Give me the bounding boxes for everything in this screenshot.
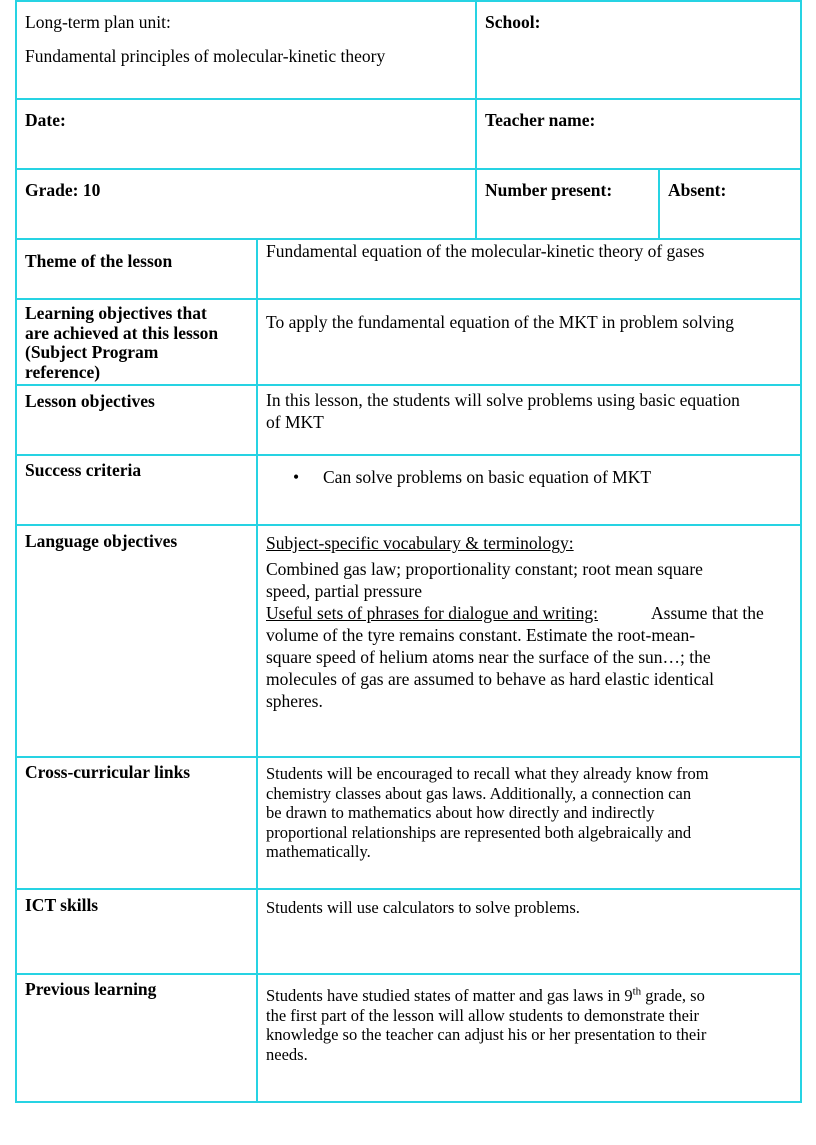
table-border — [15, 98, 802, 100]
previous-learning-label: Previous learning — [25, 979, 157, 999]
lesson-objectives-line: of MKT — [266, 412, 324, 432]
phrases-line: square speed of helium atoms near the surface of the sun…; the — [266, 647, 711, 667]
theme-label: Theme of the lesson — [25, 251, 173, 271]
vocabulary-heading: Subject-specific vocabulary & terminology: — [266, 533, 574, 553]
language-objectives-label: Language objectives — [25, 531, 178, 551]
phrases-line: molecules of gas are assumed to behave as hard elastic identical — [266, 669, 715, 689]
vocabulary-line: speed, partial pressure — [266, 581, 422, 601]
learning-objectives-label-line: are achieved at this lesson — [25, 322, 219, 343]
table-border — [15, 384, 802, 386]
absent-label: Absent: — [668, 180, 727, 200]
phrases-line: Assume that the — [651, 603, 764, 623]
learning-objectives-text: To apply the fundamental equation of the MKT in problem solving — [266, 312, 734, 332]
phrases-line: spheres. — [266, 691, 323, 711]
previous-learning-text: Students have studied states of matter and gas laws in 9 — [266, 986, 633, 1005]
ict-skills-text: Students will use calculators to solve problems. — [266, 898, 580, 917]
table-border — [256, 238, 258, 1103]
phrases-heading: Useful sets of phrases for dialogue and writing: — [266, 603, 598, 623]
school-label: School: — [485, 12, 541, 32]
teacher-name-label: Teacher name: — [485, 110, 596, 130]
cross-curricular-line: chemistry classes about gas laws. Additionally, a connection can — [266, 783, 692, 803]
success-criteria-label: Success criteria — [25, 460, 142, 480]
theme-text: Fundamental equation of the molecular-kinetic theory of gases — [266, 241, 705, 261]
table-border — [15, 168, 802, 170]
bullet-icon: • — [293, 467, 300, 487]
grade-label: Grade: 10 — [25, 180, 101, 200]
success-criteria-item: Can solve problems on basic equation of MKT — [323, 467, 652, 487]
table-border — [15, 888, 802, 890]
phrases-line: volume of the tyre remains constant. Estimate the root-mean- — [266, 625, 696, 645]
table-border — [658, 168, 660, 240]
learning-objectives-label-line: reference) — [25, 361, 101, 382]
cross-curricular-line: mathematically. — [266, 842, 371, 861]
table-border — [15, 454, 802, 456]
vocabulary-line: Combined gas law; proportionality constant; root mean square — [266, 559, 703, 579]
learning-objectives-label-line: (Subject Program — [25, 342, 159, 362]
cross-curricular-label: Cross-curricular links — [25, 762, 191, 782]
previous-learning-line: the first part of the lesson will allow students to demonstrate their — [266, 1005, 700, 1025]
date-label: Date: — [25, 110, 66, 130]
table-border — [15, 1101, 802, 1103]
unit-label: Long-term plan unit: — [25, 12, 171, 32]
table-border — [800, 0, 802, 1103]
previous-learning-line: needs. — [266, 1044, 308, 1064]
table-border — [15, 0, 802, 2]
lesson-objectives-label: Lesson objectives — [25, 391, 155, 411]
table-border — [15, 973, 802, 975]
table-border — [475, 0, 477, 240]
unit-title: Fundamental principles of molecular-kinetic theory — [25, 46, 386, 66]
cross-curricular-line: be drawn to mathematics about how directly and indirectly — [266, 803, 655, 822]
learning-objectives-label-line: Learning objectives that — [25, 303, 207, 323]
cross-curricular-line: proportional relationships are represented both algebraically and — [266, 822, 692, 842]
cross-curricular-line: Students will be encouraged to recall what they already know from — [266, 764, 709, 783]
previous-learning-line — [266, 986, 705, 1006]
ordinal-suffix: th — [632, 985, 642, 998]
ict-skills-label: ICT skills — [25, 895, 99, 915]
lesson-objectives-line: In this lesson, the students will solve problems using basic equation — [266, 390, 740, 410]
table-border — [15, 298, 802, 300]
table-border — [15, 524, 802, 526]
previous-learning-line: knowledge so the teacher can adjust his or her presentation to their — [266, 1025, 707, 1044]
table-border — [15, 756, 802, 758]
table-border — [15, 0, 17, 1103]
number-present-label: Number present: — [485, 180, 613, 200]
previous-learning-text: grade, so — [641, 986, 705, 1005]
